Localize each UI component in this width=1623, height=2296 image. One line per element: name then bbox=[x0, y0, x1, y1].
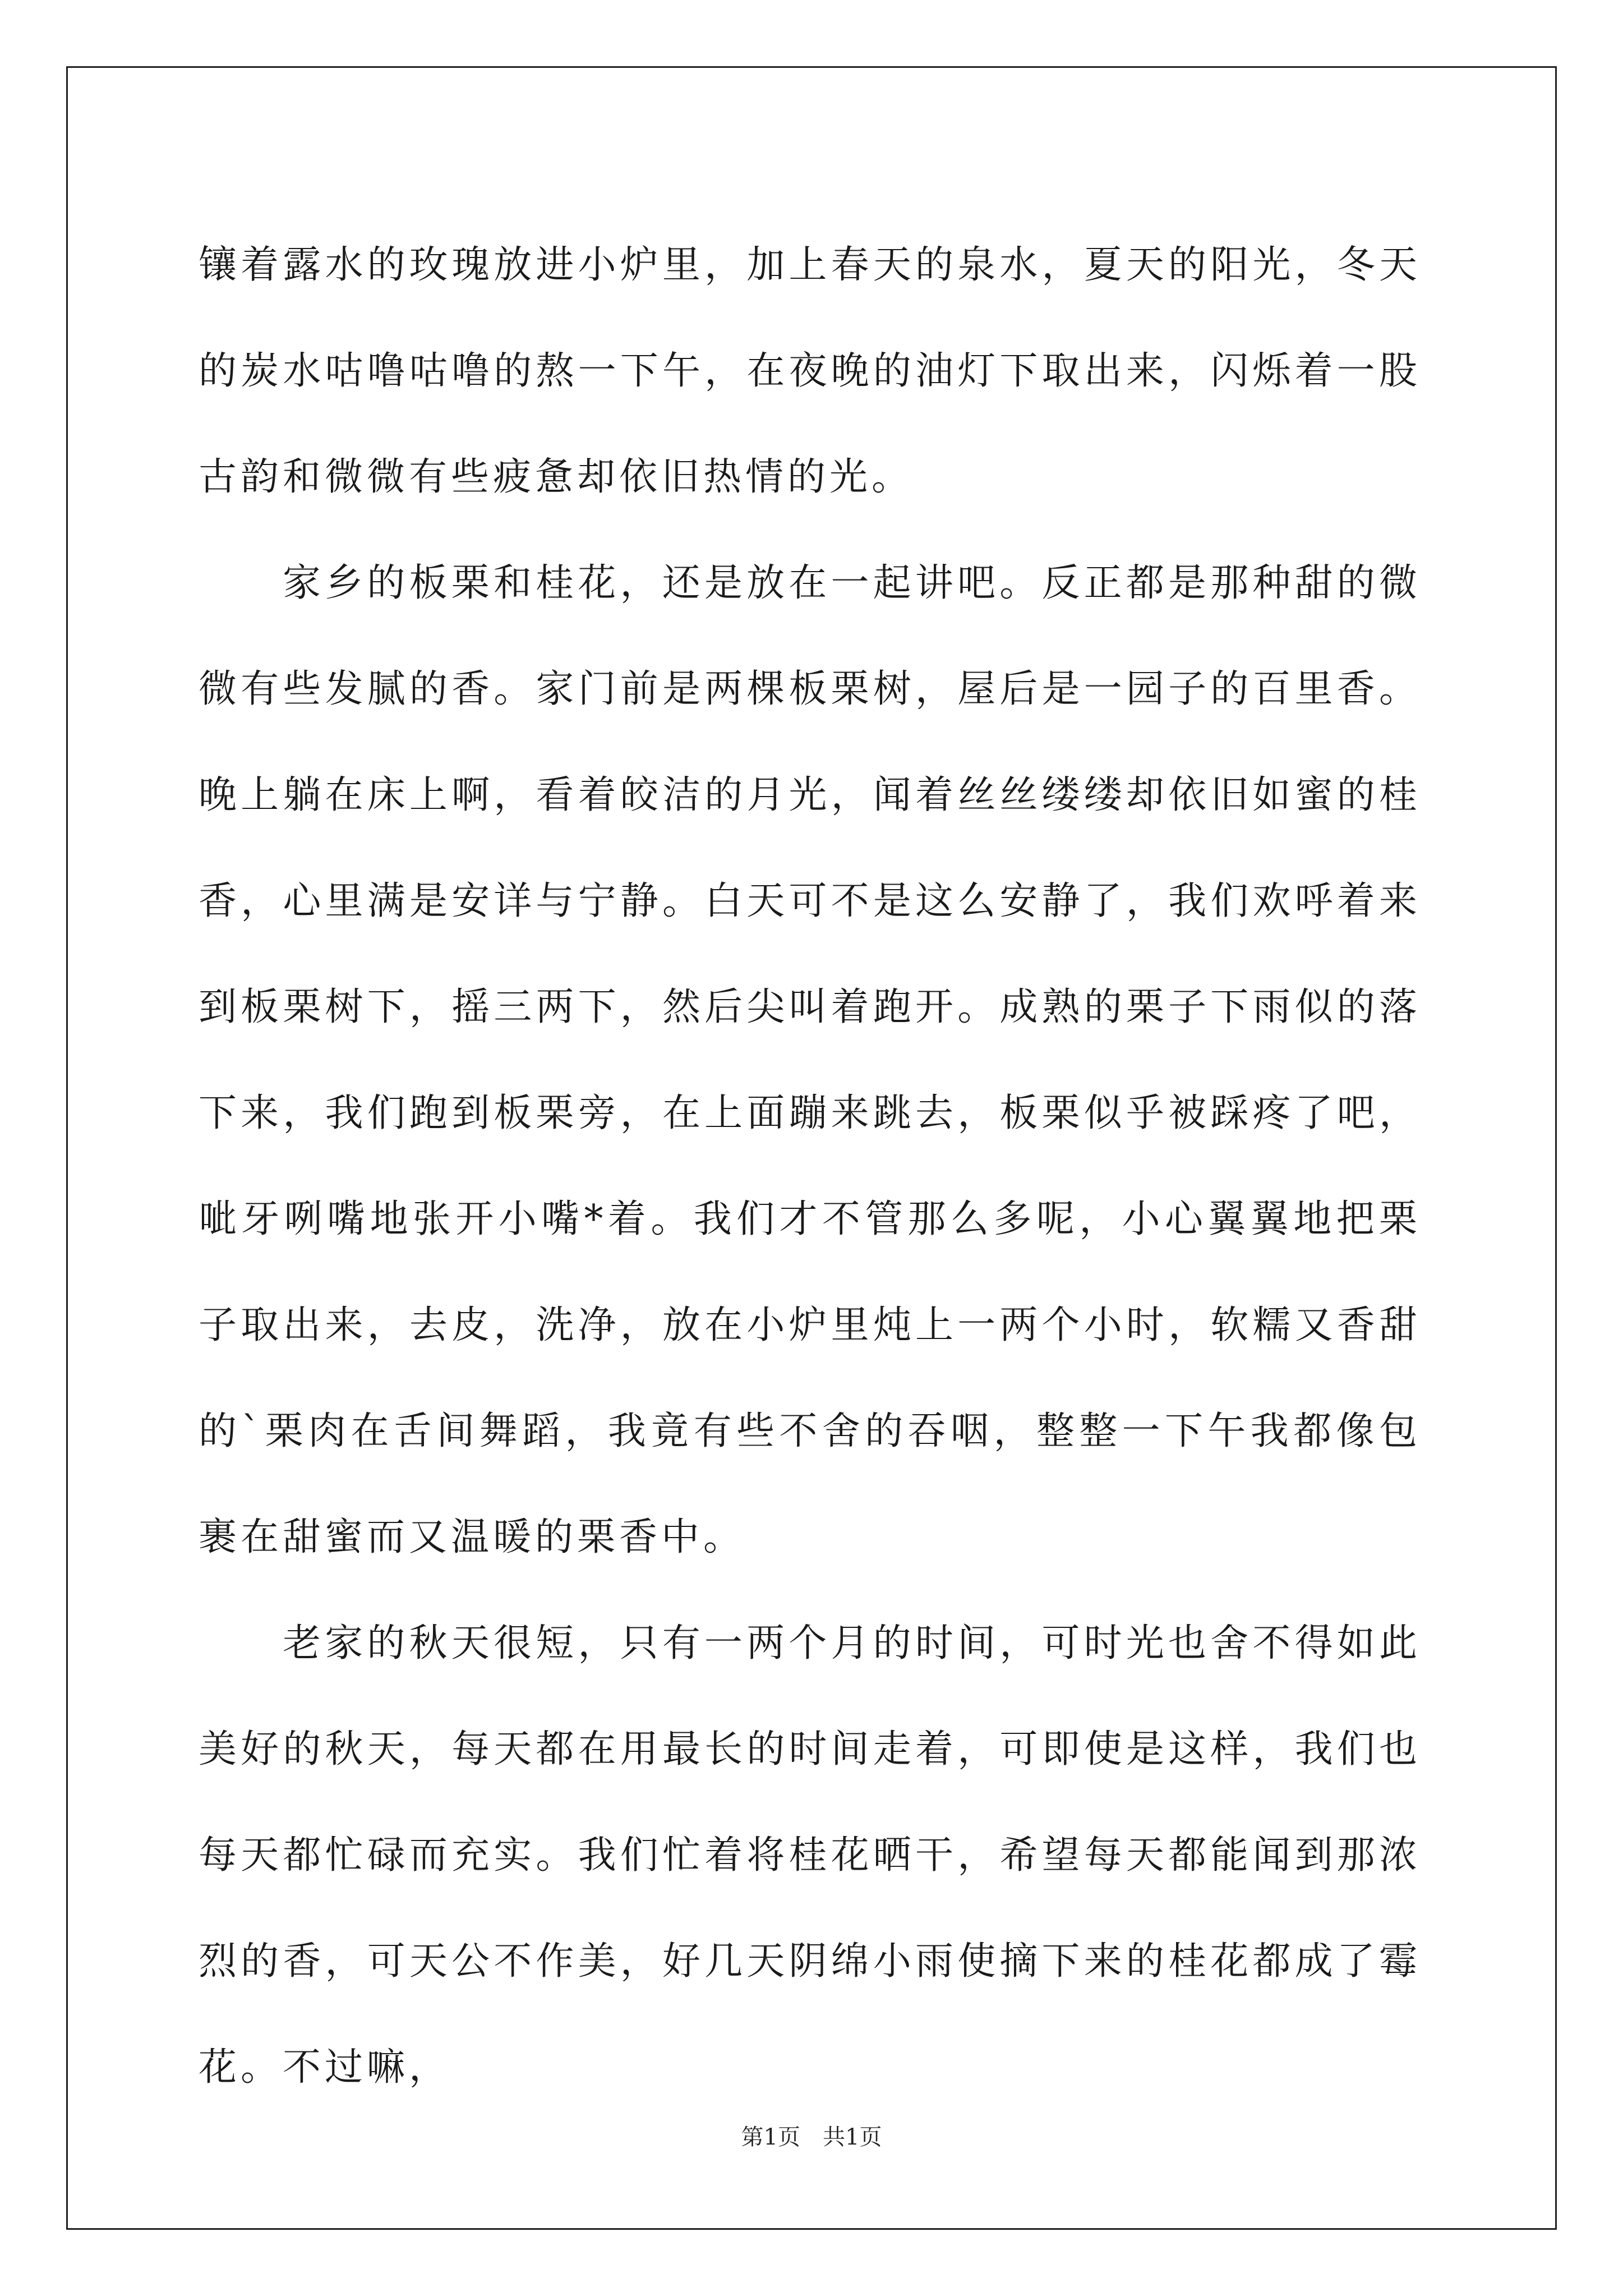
paragraph-1: 镶着露水的玫瑰放进小炉里，加上春天的泉水，夏天的阳光，冬天的炭水咕噜咕噜的熬一下午，在夜晚的油灯下取出来，闪烁着一股古韵和微微有些疲惫却依旧热情的光。 bbox=[199, 243, 1421, 499]
document-body bbox=[199, 212, 1421, 2120]
paragraph-2: 家乡的板栗和桂花，还是放在一起讲吧。反正都是那种甜的微微有些发腻的香。家门前是两棵板栗树，屋后是一园子的百里香。晚上躺在床上啊，看着皎洁的月光，闻着丝丝缕缕却依旧如蜜的桂香，心里满是安详与宁静。白天可不是这么安静了，我们欢呼着来到板栗树下，摇三两下，然后尖叫着跑开。成熟的栗子下雨似的落下来，我们跑到板栗旁，在上面蹦来跳去，板栗似乎被踩疼了吧，呲牙咧嘴地张开小嘴*着。我们才不管那么多呢，小心翼翼地把栗子取出来，去皮，洗净，放在小炉里炖上一两个小时，软糯又香甜的`栗肉在舌间舞蹈，我竟有些不舍的吞咽，整整一下午我都像包裹在甜蜜而又温暖的栗香中。 bbox=[199, 561, 1421, 1559]
paragraph-3: 老家的秋天很短，只有一两个月的时间，可时光也舍不得如此美好的秋天，每天都在用最长的时间走着，可即使是这样，我们也每天都忙碌而充实。我们忙着将桂花晒干，希望每天都能闻到那浓烈的香，可天公不作美，好几天阴绵小雨使摘下来的桂花都成了霉花。不过嘛， bbox=[199, 1621, 1421, 2090]
page-number-footer: 第1页 共1页 bbox=[741, 2124, 882, 2150]
